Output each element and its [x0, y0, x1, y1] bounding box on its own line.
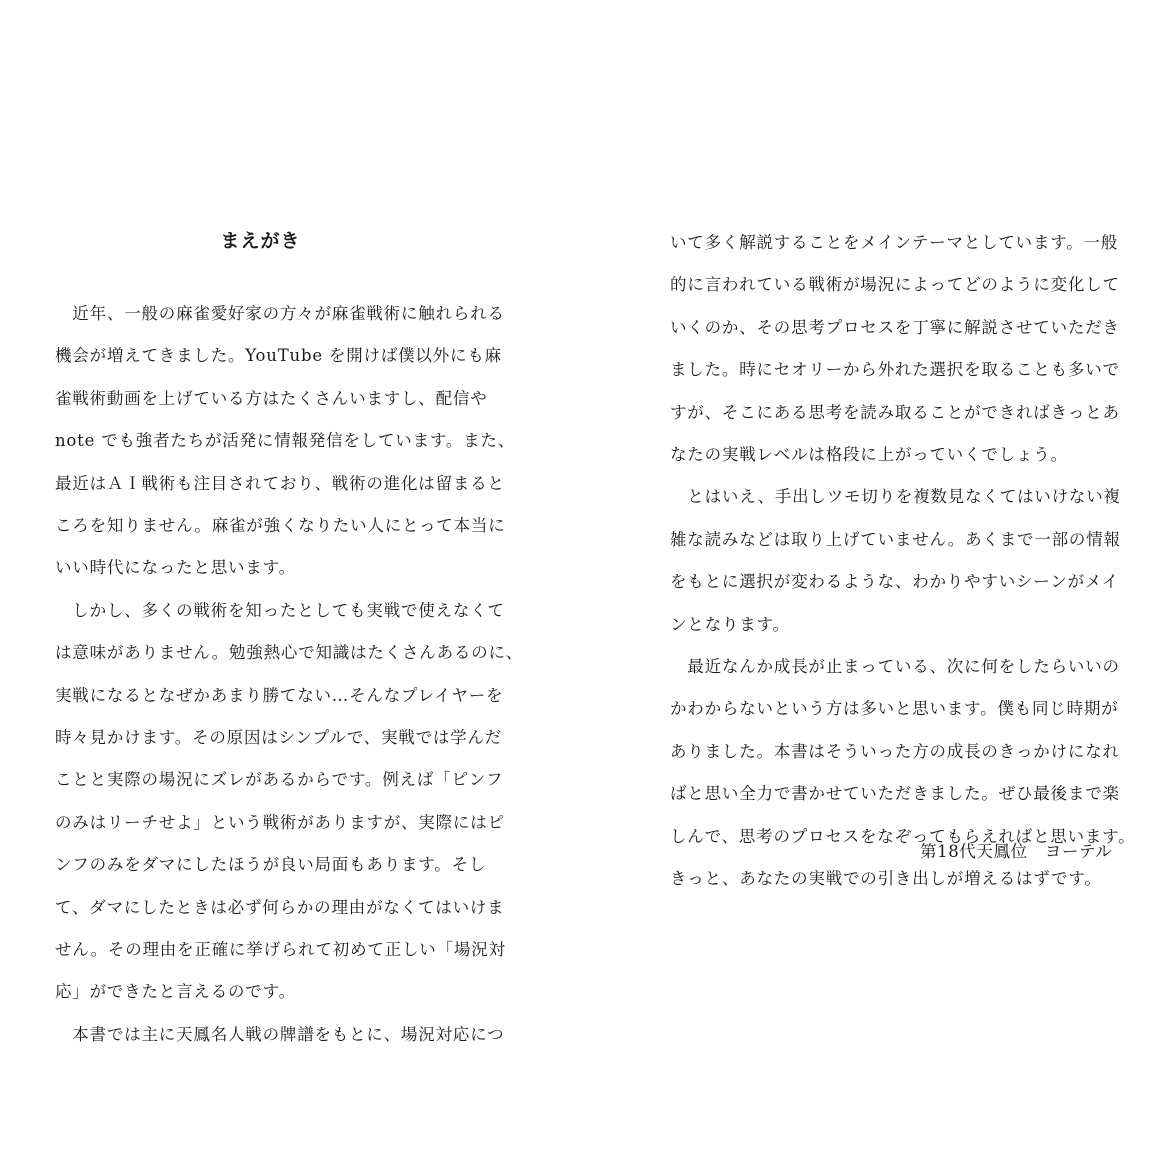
text-line: 近年、一般の麻雀愛好家の方々が麻雀戦術に触れられる: [55, 304, 505, 323]
text-line: しかし、多くの戦術を知ったとしても実戦で使えなくて: [55, 600, 505, 620]
text-line: きっと、あなたの実戦での引き出しが増えるはずです。: [670, 869, 1102, 888]
text-line: いくのか、その思考プロセスを丁寧に解説させていただき: [670, 317, 1120, 337]
text-line: 最近はＡＩ戦術も注目されており、戦術の進化は留まると: [55, 473, 505, 493]
text-line: 雑な読みなどは取り上げていません。あくまで一部の情報: [670, 529, 1121, 549]
text-line: 雀戦術動画を上げている方はたくさんいますし、配信や: [55, 388, 488, 408]
text-line: いて多く解説することをメインテーマとしています。一般: [670, 233, 1119, 252]
author-signature: 第18代天鳳位 ヨーテル: [920, 842, 1113, 861]
text-line: ンフのみをダマにしたほうが良い局面もあります。そし: [55, 855, 487, 875]
text-line: しんで、思考のプロセスをなぞってもらえればと思います。: [670, 826, 1136, 846]
text-line: ありました。本書はそういった方の成長のきっかけになれ: [670, 741, 1120, 761]
text-line: ました。時にセオリーから外れた選択を取ることも多いで: [670, 360, 1120, 380]
text-line: ンとなります。: [670, 614, 790, 634]
text-line: のみはリーチせよ」という戦術がありますが、実際にはピ: [55, 812, 505, 832]
text-line: をもとに選択が変わるような、わかりやすいシーンがメイ: [670, 572, 1120, 592]
text-line: とはいえ、手出しツモ切りを複数見なくてはいけない複: [670, 487, 1121, 507]
right-page: [575, 0, 1150, 1150]
text-line: は意味がありません。勉強熱心で知識はたくさんあるのに、: [55, 643, 524, 663]
text-line: なたの実戦レベルは格段に上がっていくでしょう。: [670, 445, 1068, 464]
text-line: 的に言われている戦術が場況によってどのように変化して: [670, 275, 1120, 295]
text-line: 本書では主に天鳳名人戦の牌譜をもとに、場況対応につ: [55, 1024, 505, 1044]
text-line: 応」ができたと言えるのです。: [55, 982, 296, 1002]
text-line: 最近なんか成長が止まっている、次に何をしたらいいの: [670, 657, 1120, 676]
text-line: 時々見かけます。その原因はシンプルで、実戦では学んだ: [55, 728, 503, 747]
text-line: て、ダマにしたときは必ず何らかの理由がなくてはいけま: [55, 897, 505, 917]
text-line: いい時代になったと思います。: [55, 558, 296, 578]
text-line: note でも強者たちが活発に情報発信をしています。また、: [55, 431, 516, 451]
text-line: ことと実際の場況にズレがあるからです。例えば「ピンフ: [55, 770, 504, 790]
page-heading: まえがき: [220, 230, 301, 252]
text-line: せん。その理由を正確に挙げられて初めて正しい「場況対: [55, 940, 506, 959]
text-line: かわからないという方は多いと思います。僕も同じ時期が: [670, 699, 1119, 719]
text-line: ころを知りません。麻雀が強くなりたい人にとって本当に: [55, 516, 506, 535]
text-line: ばと思い全力で書かせていただきました。ぜひ最後まで楽: [670, 784, 1120, 804]
text-line: すが、そこにある思考を読み取ることができればきっとあ: [670, 402, 1120, 422]
text-line: 機会が増えてきました。YouTube を開けば僕以外にも麻: [55, 346, 502, 366]
text-line: 実戦になるとなぜかあまり勝てない…そんなプレイヤーを: [55, 685, 504, 705]
